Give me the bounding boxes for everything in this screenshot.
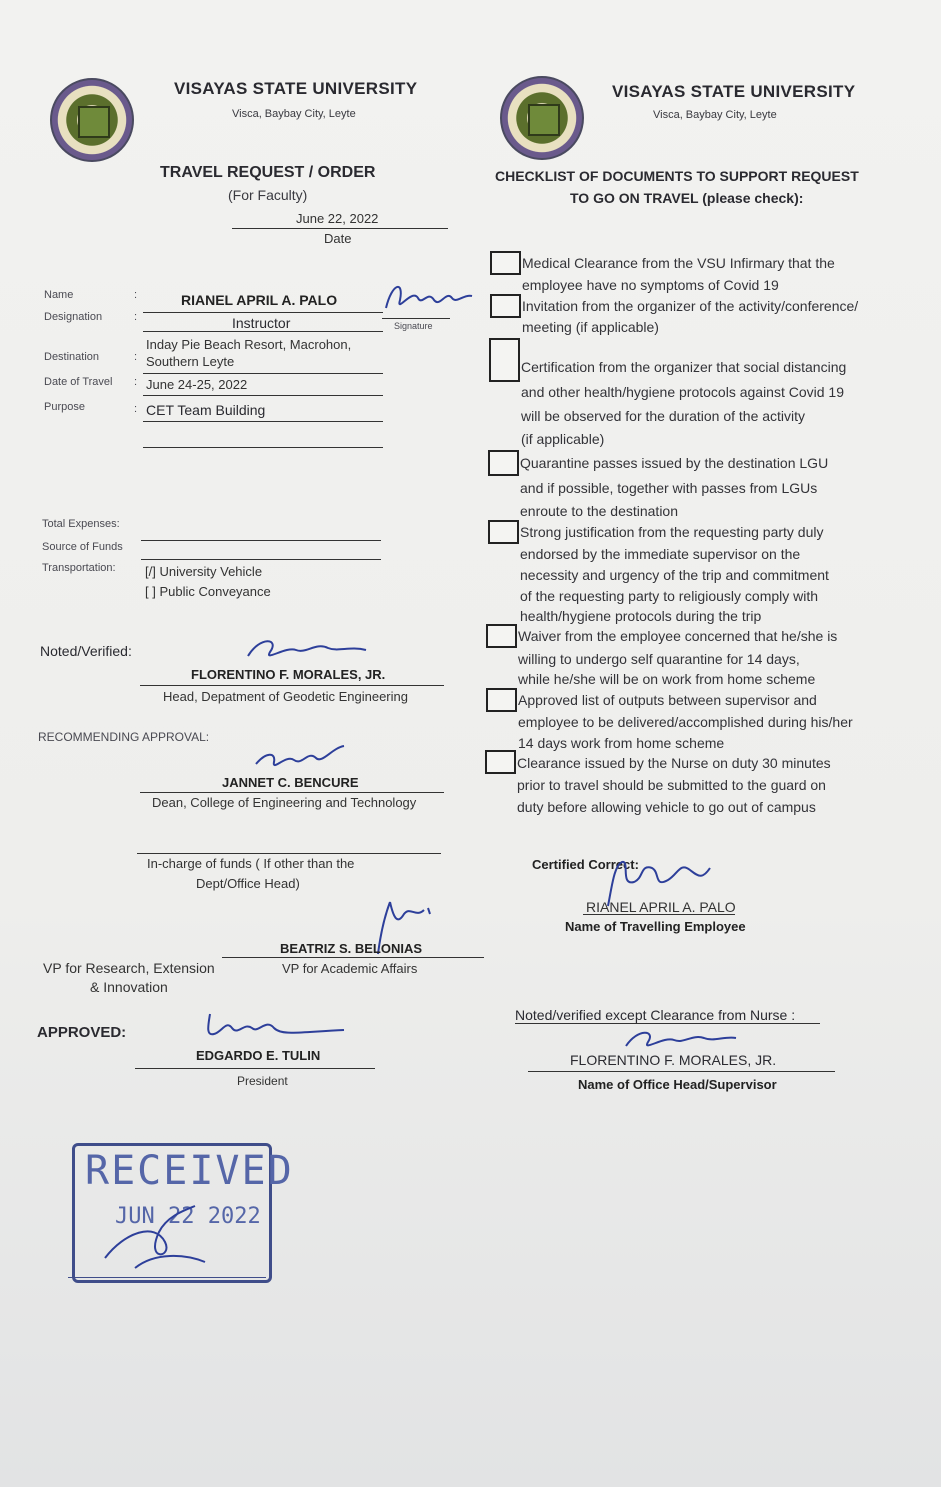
certified-correct-label: Certified Correct: — [532, 857, 639, 872]
checklist-item-2-line: Invitation from the organizer of the activity/conference/ — [522, 298, 859, 314]
university-name-right: VISAYAS STATE UNIVERSITY — [612, 82, 856, 101]
purpose-value: CET Team Building — [146, 402, 266, 418]
noted-verified-label: Noted/Verified: — [40, 643, 132, 659]
checklist-item-5-line: health/hygiene protocols during the trip — [520, 608, 762, 624]
designation-value: Instructor — [232, 315, 291, 331]
university-seal-right — [500, 76, 584, 160]
checklist-item-3-line: and other health/hygiene protocols against Covid 19 — [521, 384, 844, 400]
source-of-funds-underline — [141, 559, 381, 560]
colon: : — [134, 351, 138, 363]
checklist-checkbox-6[interactable] — [486, 624, 517, 648]
stamp-date: JUN 22 2022 — [115, 1204, 261, 1229]
president-underline — [135, 1068, 375, 1069]
university-seal-left — [50, 78, 134, 162]
checklist-item-1-line: Medical Clearance from the VSU Infirmary that the — [522, 255, 835, 271]
date-of-travel-underline — [143, 395, 383, 396]
incharge-line2: Dept/Office Head) — [196, 876, 300, 891]
noted-except-underline — [515, 1023, 820, 1024]
university-address-left: Visca, Baybay City, Leyte — [232, 108, 356, 120]
checklist-item-5-line: of the requesting party to religiously comply with — [520, 588, 819, 604]
noted-name: FLORENTINO F. MORALES, JR. — [191, 667, 386, 682]
checklist-checkbox-1[interactable] — [490, 251, 521, 275]
source-of-funds-label: Source of Funds — [42, 541, 123, 553]
checklist-item-3-line: (if applicable) — [521, 431, 605, 447]
date-underline — [232, 228, 448, 229]
checklist-item-3-line: Certification from the organizer that social distancing — [521, 359, 847, 375]
vp-academic-name: BEATRIZ S. BELONIAS — [280, 941, 423, 956]
recommending-title: Dean, College of Engineering and Technology — [152, 795, 417, 810]
purpose-underline — [143, 421, 383, 422]
president-name: EDGARDO E. TULIN — [196, 1048, 321, 1063]
recommending-underline — [140, 792, 444, 793]
incharge-line1: In-charge of funds ( If other than the — [147, 856, 355, 871]
checklist-checkbox-3[interactable] — [489, 338, 520, 382]
transport-public-conveyance: [ ] Public Conveyance — [145, 584, 271, 599]
vp-academic-title: VP for Academic Affairs — [282, 961, 418, 976]
form-title: TRAVEL REQUEST / ORDER — [160, 164, 376, 181]
colon: : — [134, 403, 138, 415]
vp-research-line2: & Innovation — [90, 979, 168, 995]
employee-name-right: RIANEL APRIL A. PALO — [586, 899, 736, 915]
stamp-text: RECEIVED — [85, 1148, 294, 1194]
supervisor-name: FLORENTINO F. MORALES, JR. — [570, 1052, 777, 1068]
bencure-signature — [250, 744, 350, 778]
checklist-checkbox-4[interactable] — [488, 450, 519, 476]
checklist-checkbox-2[interactable] — [490, 294, 521, 318]
checklist-item-8-line: prior to travel should be submitted to the guard on — [517, 777, 826, 793]
designation-underline — [143, 331, 383, 332]
checklist-item-7-line: 14 days work from home scheme — [518, 735, 725, 751]
checklist-item-7-line: employee to be delivered/accomplished during his/her — [518, 714, 853, 730]
supervisor-caption: Name of Office Head/Supervisor — [578, 1077, 777, 1092]
checklist-item-4-line: Quarantine passes issued by the destination LGU — [520, 455, 829, 471]
date-caption: Date — [324, 231, 352, 246]
name-label: Name — [44, 289, 74, 301]
purpose-label: Purpose — [44, 401, 85, 413]
total-expenses-label: Total Expenses: — [42, 518, 120, 530]
noted-except-label: Noted/verified except Clearance from Nurse : — [515, 1007, 796, 1023]
checklist-item-4-line: and if possible, together with passes from LGUs — [520, 480, 818, 496]
president-title: President — [237, 1074, 288, 1088]
colon: : — [134, 311, 138, 323]
vp-academic-underline — [222, 957, 484, 958]
checklist-item-5-line: Strong justification from the requesting party duly — [520, 524, 824, 540]
destination-line1: Inday Pie Beach Resort, Macrohon, — [146, 337, 352, 352]
approved-label: APPROVED: — [37, 1024, 127, 1041]
checklist-item-4-line: enroute to the destination — [520, 503, 679, 519]
destination-label: Destination — [44, 351, 100, 363]
tulin-signature — [200, 1006, 350, 1046]
signature-underline — [382, 318, 450, 319]
noted-title: Head, Depatment of Geodetic Engineering — [163, 689, 408, 704]
checklist-item-2-line: meeting (if applicable) — [522, 319, 659, 335]
total-expenses-underline — [141, 540, 381, 541]
vp-research-line1: VP for Research, Extension — [43, 960, 215, 976]
name-underline — [143, 312, 383, 313]
transport-university-vehicle: [/] University Vehicle — [145, 564, 263, 579]
stamp-underline — [68, 1277, 266, 1278]
checklist-title-line1: CHECKLIST OF DOCUMENTS TO SUPPORT REQUEST — [495, 168, 859, 184]
checklist-item-7-line: Approved list of outputs between supervisor and — [518, 692, 817, 708]
request-date: June 22, 2022 — [296, 211, 379, 226]
name-value: RIANEL APRIL A. PALO — [181, 292, 338, 308]
checklist-item-8-line: Clearance issued by the Nurse on duty 30 minutes — [517, 755, 831, 771]
checklist-item-6-line: willing to undergo self quarantine for 14 days, — [518, 651, 800, 667]
employee-caption: Name of Travelling Employee — [565, 919, 746, 934]
checklist-title-line2: TO GO ON TRAVEL (please check): — [570, 190, 804, 206]
recommending-name: JANNET C. BENCURE — [222, 775, 359, 790]
checklist-item-5-line: necessity and urgency of the trip and commitment — [520, 567, 829, 583]
checklist-checkbox-8[interactable] — [485, 750, 516, 774]
university-name-left: VISAYAS STATE UNIVERSITY — [174, 79, 418, 98]
checklist-checkbox-5[interactable] — [488, 520, 519, 544]
checklist-item-3-line: will be observed for the duration of the activity — [521, 408, 806, 424]
supervisor-underline — [528, 1071, 835, 1072]
checklist-item-5-line: endorsed by the immediate supervisor on the — [520, 546, 801, 562]
noted-underline — [140, 685, 444, 686]
morales-signature-right — [620, 1026, 740, 1054]
university-address-right: Visca, Baybay City, Leyte — [653, 109, 777, 121]
colon: : — [134, 376, 138, 388]
recommending-approval-label: RECOMMENDING APPROVAL: — [38, 730, 210, 744]
destination-line2: Southern Leyte — [146, 354, 235, 369]
morales-signature-left — [240, 632, 370, 666]
date-of-travel-value: June 24-25, 2022 — [146, 377, 248, 392]
date-of-travel-label: Date of Travel — [44, 376, 113, 388]
colon: : — [134, 289, 138, 301]
checklist-item-1-line: employee have no symptoms of Covid 19 — [522, 277, 779, 293]
employee-signature — [382, 278, 474, 322]
designation-label: Designation — [44, 311, 103, 323]
checklist-checkbox-7[interactable] — [486, 688, 517, 712]
received-stamp — [72, 1143, 294, 1283]
checklist-item-6-line: Waiver from the employee concerned that he/she is — [518, 628, 838, 644]
checklist-item-8-line: duty before allowing vehicle to go out of campus — [517, 799, 816, 815]
incharge-underline — [137, 853, 441, 854]
stamp-signature — [95, 1202, 215, 1272]
signature-label: Signature — [394, 321, 433, 331]
checklist-item-6-line: while he/she will be on work from home scheme — [518, 671, 816, 687]
transportation-label: Transportation: — [42, 562, 116, 574]
purpose-underline-2 — [143, 447, 383, 448]
destination-underline — [143, 373, 383, 374]
employee-name-underline — [583, 914, 735, 915]
form-subtitle: (For Faculty) — [228, 187, 308, 203]
